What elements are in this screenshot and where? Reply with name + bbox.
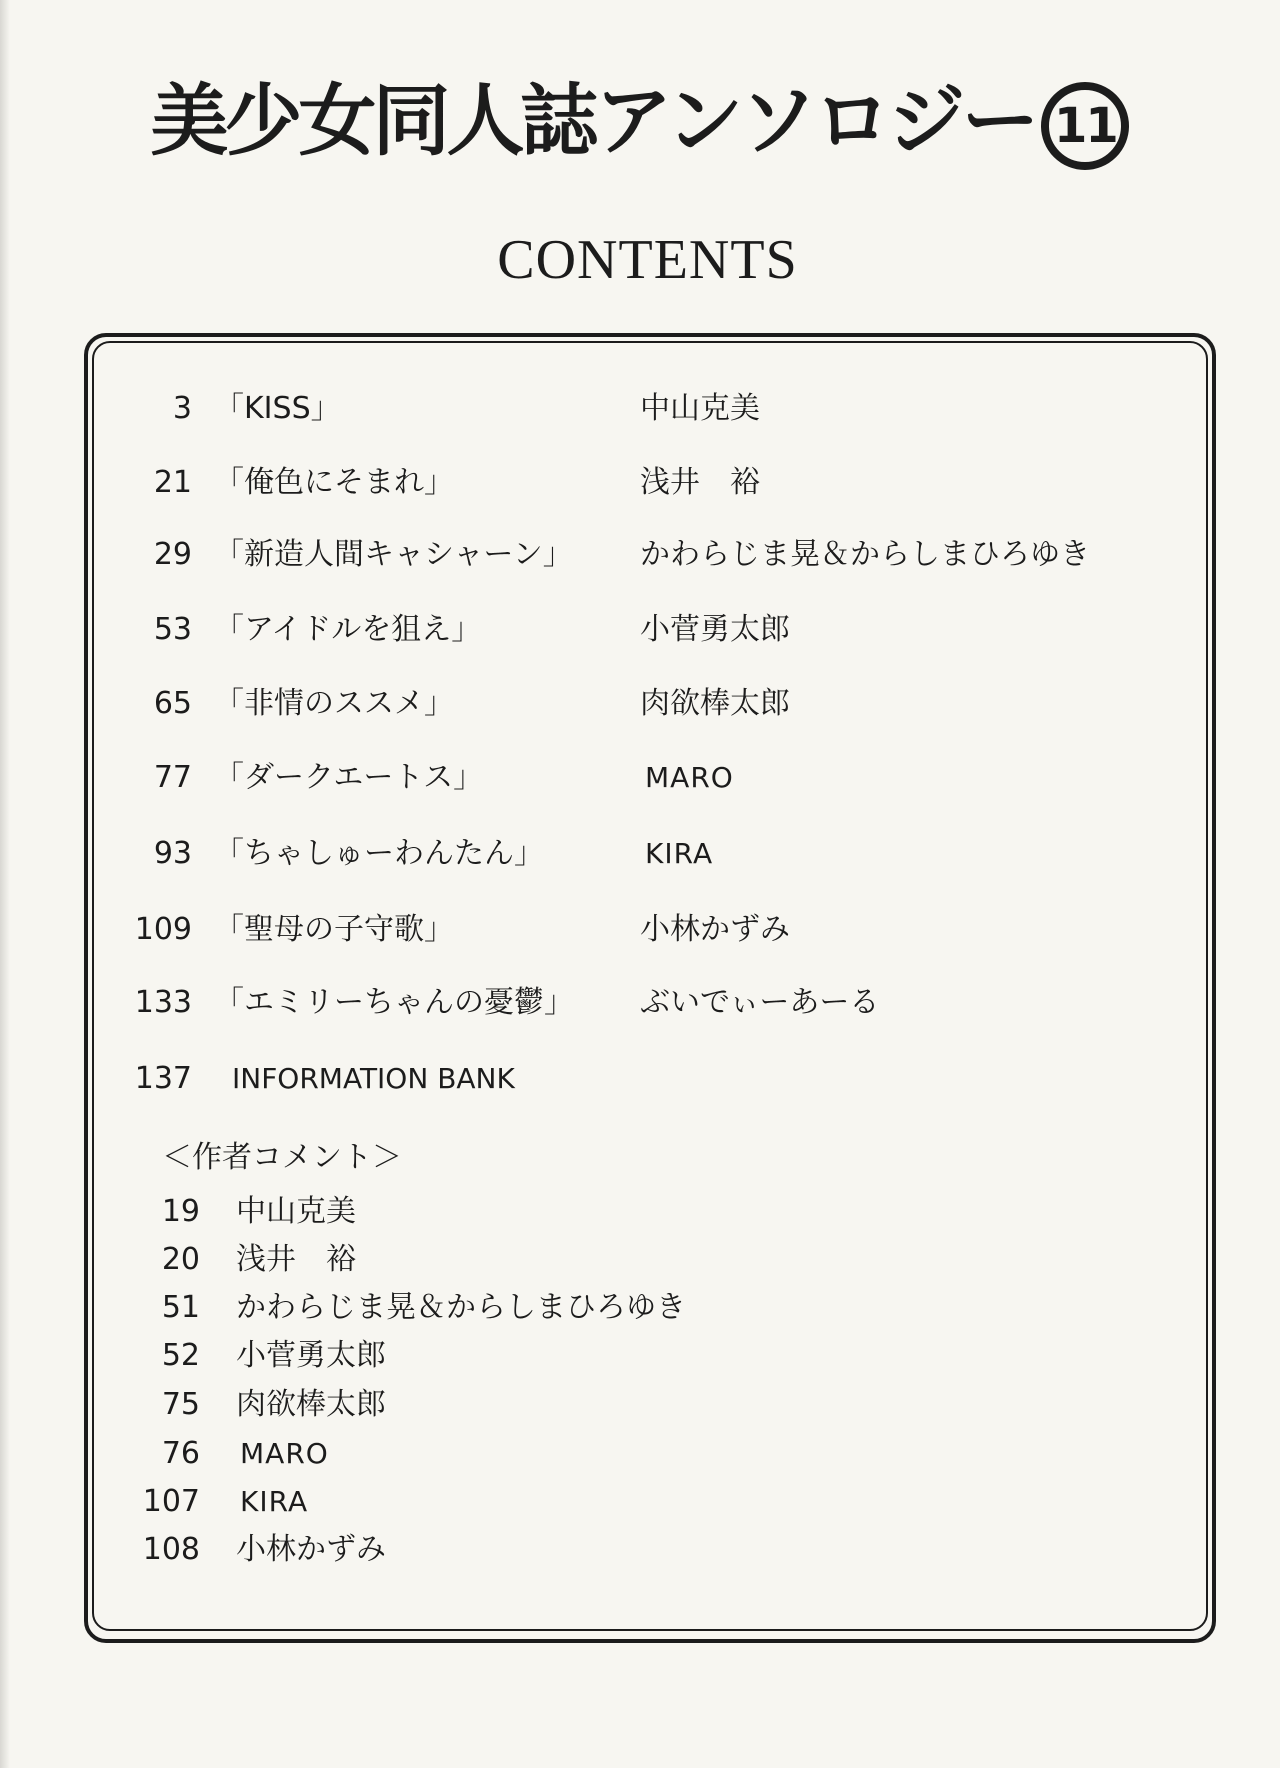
comment-author: 小林かずみ [236,1532,386,1567]
contents-entry[interactable] [0,983,1280,1023]
book-title-text: 美少女同人誌アンソロジー [150,76,1036,167]
contents-entry[interactable] [0,1059,1280,1099]
entry-title: 「アイドルを狙え」 [214,612,482,647]
entry-title: 「非情のススメ」 [214,686,454,721]
entry-page-number: 65 [153,686,192,721]
contents-entry[interactable] [0,610,1280,650]
comment-author: 浅井 裕 [236,1242,356,1277]
entry-author: 中山克美 [640,391,760,426]
entry-page-number: 137 [134,1061,192,1096]
comment-entry[interactable] [0,1240,1280,1280]
entry-page-number: 21 [153,465,192,500]
entry-title: 「新造人間キャシャーン」 [214,537,573,572]
comment-entry[interactable] [0,1530,1280,1570]
contents-entry[interactable] [0,535,1280,575]
comment-page-number: 19 [161,1194,200,1229]
entry-title: 「聖母の子守歌」 [214,912,454,947]
comment-author: MARO [240,1437,329,1470]
contents-entry[interactable] [0,684,1280,724]
entry-page-number: 3 [172,391,192,426]
comment-entry[interactable] [0,1336,1280,1376]
comment-entry[interactable] [0,1288,1280,1328]
entry-page-number: 53 [153,612,192,647]
comment-author: 肉欲棒太郎 [236,1387,386,1422]
entry-title: 「ちゃしゅーわんたん」 [214,836,544,871]
contents-entry[interactable] [0,834,1280,874]
comment-page-number: 107 [142,1484,200,1519]
comment-author: KIRA [240,1485,309,1518]
contents-entry[interactable] [0,758,1280,798]
comment-author: かわらじま晃＆からしまひろゆき [236,1290,686,1325]
entry-title: 「エミリーちゃんの憂鬱」 [214,985,574,1020]
book-title [0,76,1280,170]
comment-entry[interactable] [0,1434,1280,1474]
entry-author: 浅井 裕 [640,465,760,500]
entry-title: INFORMATION BANK [232,1062,515,1095]
comment-author: 中山克美 [236,1194,356,1229]
comment-entry[interactable] [0,1385,1280,1425]
entry-author: MARO [645,761,734,794]
comment-author: 小菅勇太郎 [236,1338,386,1373]
comment-page-number: 108 [142,1532,200,1567]
entry-author: 肉欲棒太郎 [640,686,790,721]
author-comments-heading: ＜作者コメント＞ [162,1140,402,1175]
entry-page-number: 133 [134,985,192,1020]
comment-page-number: 76 [161,1436,200,1471]
contents-heading: CONTENTS [497,229,798,291]
entry-page-number: 77 [153,760,192,795]
entry-title: 「KISS」 [214,391,341,426]
entry-author: かわらじま晃＆からしまひろゆき [640,537,1090,572]
volume-number-badge: 11 [1041,82,1129,170]
comment-page-number: 51 [161,1290,200,1325]
entry-author: KIRA [645,837,714,870]
comment-page-number: 20 [161,1242,200,1277]
comment-page-number: 75 [161,1387,200,1422]
entry-author: 小菅勇太郎 [640,612,790,647]
entry-title: 「俺色にそまれ」 [214,465,454,500]
comment-entry[interactable] [0,1192,1280,1232]
entry-author: 小林かずみ [640,912,790,947]
entry-title: 「ダークエートス」 [214,760,484,795]
entry-author: ぶいでぃーあーる [640,985,880,1020]
entry-page-number: 29 [153,537,192,572]
contents-entry[interactable] [0,389,1280,429]
comment-page-number: 52 [161,1338,200,1373]
entry-page-number: 93 [153,836,192,871]
contents-entry[interactable] [0,910,1280,950]
comment-entry[interactable] [0,1482,1280,1522]
contents-entry[interactable] [0,463,1280,503]
entry-page-number: 109 [134,912,192,947]
